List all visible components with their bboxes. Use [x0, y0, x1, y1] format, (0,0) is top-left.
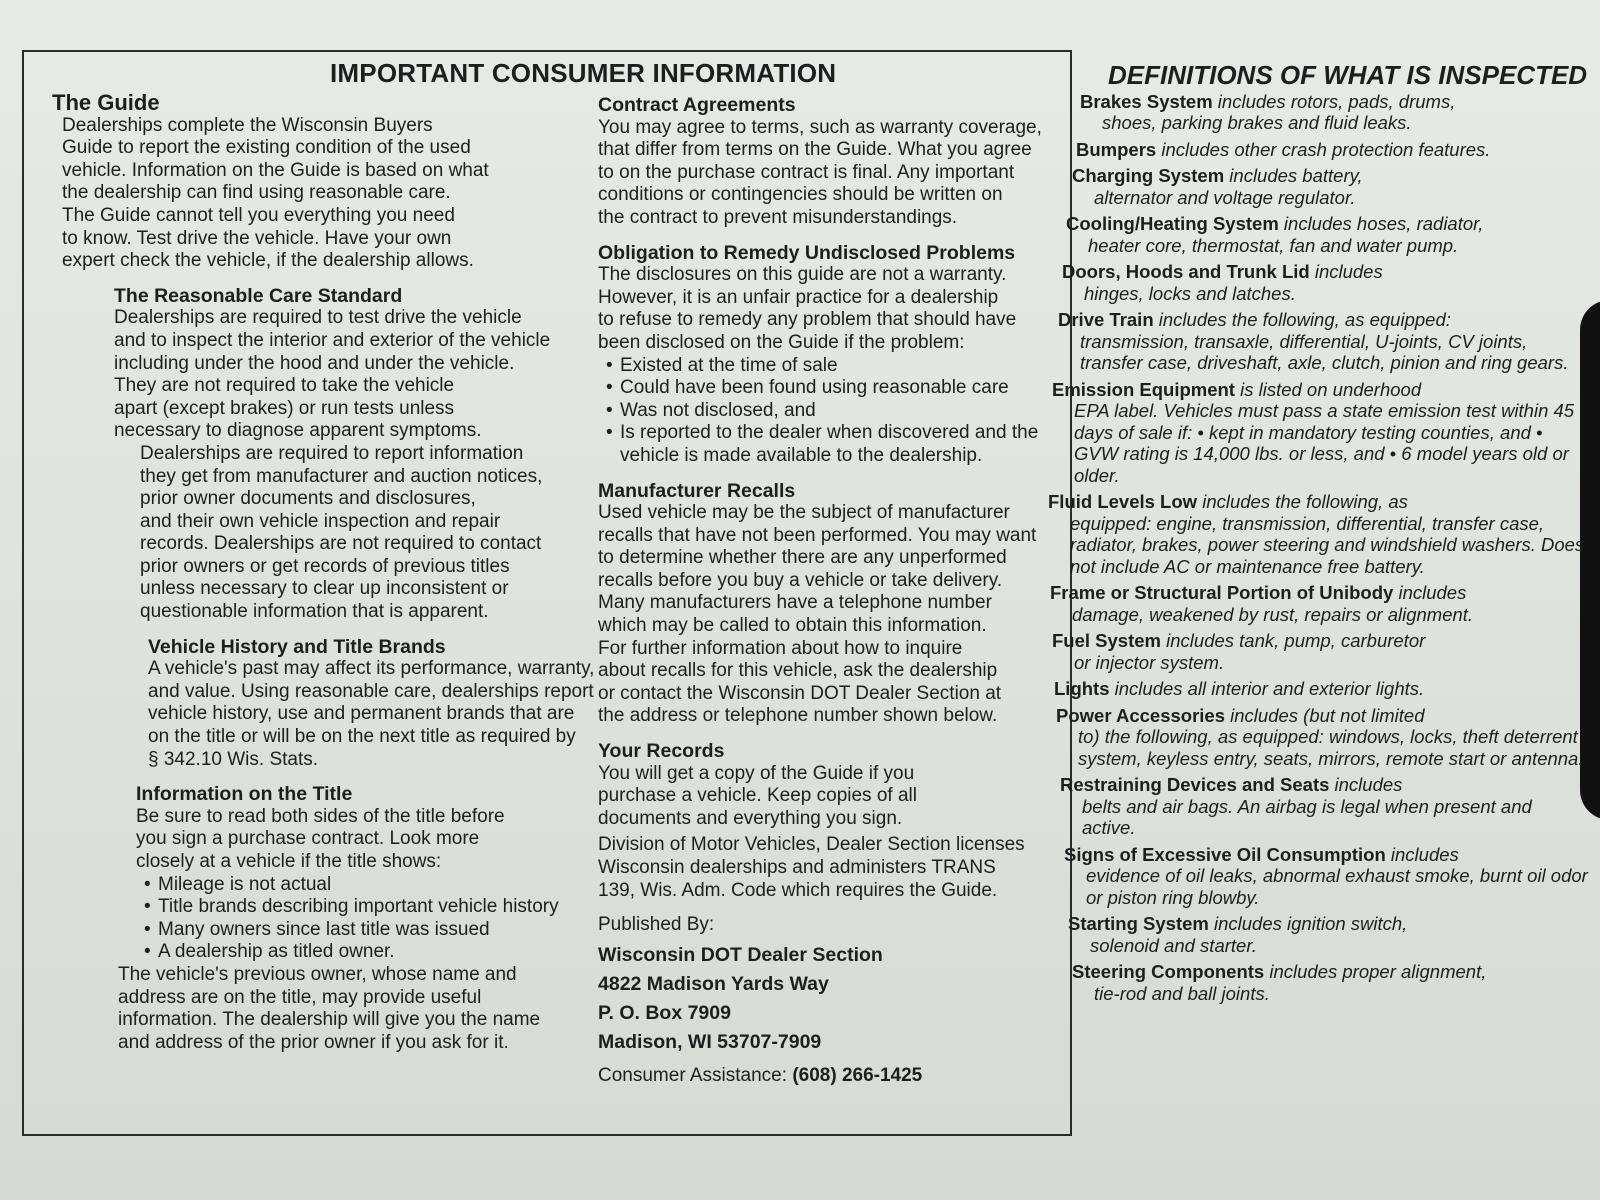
text-line: recalls that have not been performed. You may want: [598, 524, 1037, 546]
assistance-label: Consumer Assistance:: [598, 1064, 793, 1086]
list-item: • Was not disclosed, and: [598, 400, 1068, 423]
published-by-label: Published By:: [598, 914, 715, 936]
text-line: records. Dealerships are not required to contact: [140, 533, 542, 555]
text-line: and address of the prior owner if you ask for it.: [118, 1031, 509, 1053]
definition-item: [1066, 213, 1590, 256]
text-line: they get from manufacturer and auction notices,: [140, 465, 543, 487]
text-line: prior owners or get records of previous titles: [140, 555, 510, 577]
definition-continuation: to) the following, as equipped: windows, locks, theft deterrent system, keyless entry, seats, mirrors, remote start or antenna.: [1078, 726, 1584, 769]
title-warning-list: [136, 874, 612, 964]
definition-term: Drive Train: [1058, 309, 1154, 331]
text-line: that differ from terms on the Guide. What you agree: [598, 139, 1032, 161]
text-line: questionable information that is apparent.: [140, 601, 489, 623]
text-line: A vehicle's past may affect its performance, warranty,: [148, 658, 595, 680]
definition-item: [1064, 844, 1590, 909]
definition-text: includes all interior and exterior lights.: [1109, 678, 1425, 700]
definition-item: [1072, 961, 1590, 1004]
definition-continuation: damage, weakened by rust, repairs or alignment.: [1072, 603, 1474, 625]
definition-item: [1072, 165, 1590, 208]
definition-item: [1068, 913, 1590, 956]
definition-item: [1054, 678, 1590, 700]
text-line: address are on the title, may provide useful: [118, 986, 482, 1008]
definition-item: [1048, 491, 1590, 577]
definition-continuation: shoes, parking brakes and fluid leaks.: [1102, 112, 1412, 134]
history-section: [52, 636, 612, 772]
definition-item: [1052, 630, 1590, 673]
definition-item: [1052, 379, 1590, 487]
text-line: conditions or contingencies should be written on: [598, 184, 1003, 206]
assistance-phone: (608) 266-1425: [792, 1064, 923, 1086]
definition-item: [1058, 309, 1590, 374]
list-item: • Could have been found using reasonable care: [598, 377, 1068, 400]
definition-continuation: evidence of oil leaks, abnormal exhaust smoke, burnt oil odor or piston ring blowby.: [1086, 865, 1588, 908]
definition-item: [1050, 582, 1590, 625]
title-info-section: [52, 783, 612, 1054]
definition-item: [1062, 261, 1590, 304]
definition-item: [1056, 705, 1590, 770]
text-line: documents and everything you sign.: [598, 807, 903, 829]
text-line: you sign a purchase contract. Look more: [136, 828, 480, 850]
definition-continuation: equipped: engine, transmission, differential, transfer case, radiator, brakes, power steering and windshield washers. Does not include AC or maintenance free battery.: [1070, 512, 1585, 577]
text-line: They are not required to take the vehicle: [114, 375, 455, 397]
definition-text: includes the following, as equipped:: [1153, 309, 1451, 331]
text-line: prior owner documents and disclosures,: [140, 488, 476, 510]
records-heading: Your Records: [598, 740, 725, 763]
definition-term: Brakes System: [1080, 90, 1213, 112]
definition-text: includes rotors, pads, drums,: [1212, 90, 1456, 112]
obligation-heading: Obligation to Remedy Undisclosed Problems: [598, 241, 1016, 264]
left-column: [52, 92, 612, 1054]
text-line: 139, Wis. Adm. Code which requires the Guide.: [598, 879, 998, 901]
definition-continuation: solenoid and starter.: [1090, 934, 1257, 956]
definition-term: Cooling/Heating System: [1066, 213, 1279, 235]
definition-text: includes: [1385, 843, 1459, 865]
definition-continuation: EPA label. Vehicles must pass a state emission test within 45 days of sale if: • kept in mandatory testing counties, and • GVW rating is 14,000 lbs. or less, and • 6 model years old or older.: [1074, 400, 1575, 486]
definition-term: Doors, Hoods and Trunk Lid: [1062, 261, 1310, 283]
guide-text: [52, 115, 612, 273]
text-line: § 342.10 Wis. Stats.: [148, 748, 319, 770]
definition-text: includes other crash protection features.: [1156, 138, 1491, 160]
definition-term: Fluid Levels Low: [1048, 491, 1198, 513]
text-line: Wisconsin dealerships and administers TRANS: [598, 857, 996, 878]
text-line: apart (except brakes) or run tests unless: [114, 397, 455, 419]
definitions-title: DEFINITIONS OF WHAT IS INSPECTED: [1108, 60, 1588, 90]
title-info-heading: Information on the Title: [136, 783, 353, 806]
text-line: vehicle. Information on the Guide is based on what: [62, 159, 489, 181]
middle-column: [598, 94, 1068, 1087]
text-line: necessary to diagnose apparent symptoms.: [114, 420, 482, 442]
text-line: to refuse to remedy any problem that should have: [598, 309, 1017, 331]
text-line: Dealerships complete the Wisconsin Buyers: [62, 114, 433, 136]
text-line: been disclosed on the Guide if the problem:: [598, 331, 965, 353]
list-item: • A dealership as titled owner.: [136, 941, 612, 964]
text-line: or contact the Wisconsin DOT Dealer Section at: [598, 682, 1002, 704]
text-line: Many manufacturers have a telephone number: [598, 592, 992, 614]
text-line: including under the hood and under the vehicle.: [114, 352, 515, 374]
text-line: vehicle history, use and permanent brands that are: [148, 703, 575, 725]
text-line: The disclosures on this guide are not a warranty.: [598, 264, 1007, 286]
definition-text: includes the following, as: [1197, 491, 1408, 513]
text-line: Used vehicle may be the subject of manufacturer: [598, 502, 1010, 524]
definition-text: includes: [1393, 582, 1467, 604]
definition-text: includes tank, pump, carburetor: [1161, 630, 1426, 652]
definition-continuation: transmission, transaxle, differential, U-joints, CV joints, transfer case, driveshaft, axle, clutch, pinion and ring gears.: [1080, 330, 1569, 374]
definition-item: [1080, 91, 1590, 134]
text-line: The vehicle's previous owner, whose name and: [118, 963, 517, 985]
definition-term: Starting System: [1068, 913, 1209, 935]
text-line: Guide to report the existing condition of the used: [62, 137, 471, 159]
text-line: Division of Motor Vehicles, Dealer Section licenses: [598, 834, 1025, 856]
definition-term: Restraining Devices and Seats: [1060, 774, 1330, 796]
text-line: However, it is an unfair practice for a dealership: [598, 286, 999, 308]
list-item: • Existed at the time of sale: [598, 355, 1068, 378]
recalls-heading: Manufacturer Recalls: [598, 479, 796, 502]
obligation-section: [598, 242, 1068, 468]
text-line: the address or telephone number shown below.: [598, 705, 998, 727]
definition-term: Signs of Excessive Oil Consumption: [1064, 843, 1386, 865]
definitions-list: [1048, 90, 1590, 1005]
text-line: You may agree to terms, such as warranty coverage,: [598, 116, 1042, 138]
definition-term: Fuel System: [1052, 630, 1161, 652]
text-line: on the title or will be on the next title as required by: [148, 726, 576, 748]
text-line: the contract to prevent misunderstandings.: [598, 206, 958, 228]
address-line: 4822 Madison Yards Way: [598, 972, 829, 995]
address-line: Wisconsin DOT Dealer Section: [598, 943, 883, 966]
definition-term: Lights: [1054, 678, 1110, 700]
publisher-address: [598, 941, 1068, 1057]
definition-continuation: belts and air bags. An airbag is legal when present and active.: [1082, 795, 1532, 839]
recalls-section: [598, 480, 1068, 729]
definition-text: includes battery,: [1224, 165, 1363, 187]
definitions-column: [1048, 60, 1590, 1009]
reasonable-care-heading: The Reasonable Care Standard: [114, 284, 403, 307]
definition-text: includes proper alignment,: [1264, 961, 1487, 983]
definition-item: [1076, 139, 1590, 161]
definition-term: Charging System: [1072, 165, 1225, 187]
address-line: Madison, WI 53707-7909: [598, 1030, 822, 1053]
text-line: about recalls for this vehicle, ask the dealership: [598, 660, 998, 682]
text-line: Dealerships are required to report information: [140, 442, 524, 464]
text-line: expert check the vehicle, if the dealership allows.: [62, 250, 474, 272]
definition-text: is listed on underhood: [1234, 378, 1422, 400]
text-line: For further information about how to inquire: [598, 637, 963, 659]
dmv-text: [598, 834, 1068, 902]
guide-heading: The Guide: [52, 90, 160, 115]
text-line: and their own vehicle inspection and repair: [140, 510, 501, 532]
definition-term: Power Accessories: [1056, 704, 1225, 726]
text-line: Dealerships are required to test drive the vehicle: [114, 307, 522, 329]
main-title: IMPORTANT CONSUMER INFORMATION: [330, 58, 837, 88]
contract-heading: Contract Agreements: [598, 94, 796, 116]
definition-continuation: or injector system.: [1074, 651, 1225, 673]
text-line: to know. Test drive the vehicle. Have your own: [62, 227, 452, 249]
reasonable-care-section: [52, 285, 612, 624]
text-line: You will get a copy of the Guide if you: [598, 762, 915, 784]
text-line: and value. Using reasonable care, dealerships report: [148, 680, 594, 702]
records-section: [598, 740, 1068, 902]
definition-continuation: tie-rod and ball joints.: [1094, 982, 1270, 1004]
history-heading: Vehicle History and Title Brands: [148, 635, 446, 658]
text-line: recalls before you buy a vehicle or take delivery.: [598, 569, 1003, 591]
definition-continuation: hinges, locks and latches.: [1084, 282, 1296, 304]
definition-term: Steering Components: [1072, 961, 1265, 983]
definition-text: includes: [1309, 261, 1383, 283]
definition-text: includes ignition switch,: [1208, 913, 1408, 935]
text-line: purchase a vehicle. Keep copies of all: [598, 785, 917, 807]
text-line: and to inspect the interior and exterior of the vehicle: [114, 329, 551, 351]
text-line: to on the purchase contract is final. Any important: [598, 161, 1015, 183]
definition-text: includes (but not limited: [1225, 704, 1425, 726]
definition-term: Bumpers: [1076, 138, 1157, 160]
text-line: which may be called to obtain this information.: [598, 615, 987, 637]
definition-term: Frame or Structural Portion of Unibody: [1050, 582, 1394, 604]
remedy-condition-list: [598, 355, 1068, 468]
list-item: • Is reported to the dealer when discovered and the vehicle is made available to the dealership.: [598, 422, 1068, 467]
list-item: • Many owners since last title was issued: [136, 919, 612, 942]
text-line: the dealership can find using reasonable care.: [62, 182, 451, 204]
definition-item: [1060, 774, 1590, 839]
text-line: unless necessary to clear up inconsistent or: [140, 578, 509, 600]
definition-text: includes hoses, radiator,: [1278, 213, 1484, 235]
address-line: P. O. Box 7909: [598, 1001, 731, 1024]
list-item: • Mileage is not actual: [136, 874, 612, 897]
definition-continuation: heater core, thermostat, fan and water pump.: [1088, 234, 1459, 256]
definition-text: includes: [1329, 774, 1403, 796]
prior-owner-text: [118, 964, 612, 1054]
text-line: to determine whether there are any unperformed: [598, 547, 1007, 569]
definition-continuation: alternator and voltage regulator.: [1094, 186, 1356, 208]
definition-term: Emission Equipment: [1052, 378, 1235, 400]
list-item: • Title brands describing important vehicle history: [136, 896, 612, 919]
text-line: Be sure to read both sides of the title before: [136, 805, 505, 827]
text-line: closely at a vehicle if the title shows:: [136, 851, 442, 872]
text-line: information. The dealership will give you the name: [118, 1009, 541, 1031]
text-line: The Guide cannot tell you everything you need: [62, 204, 455, 226]
consumer-assistance: [598, 1065, 1068, 1088]
